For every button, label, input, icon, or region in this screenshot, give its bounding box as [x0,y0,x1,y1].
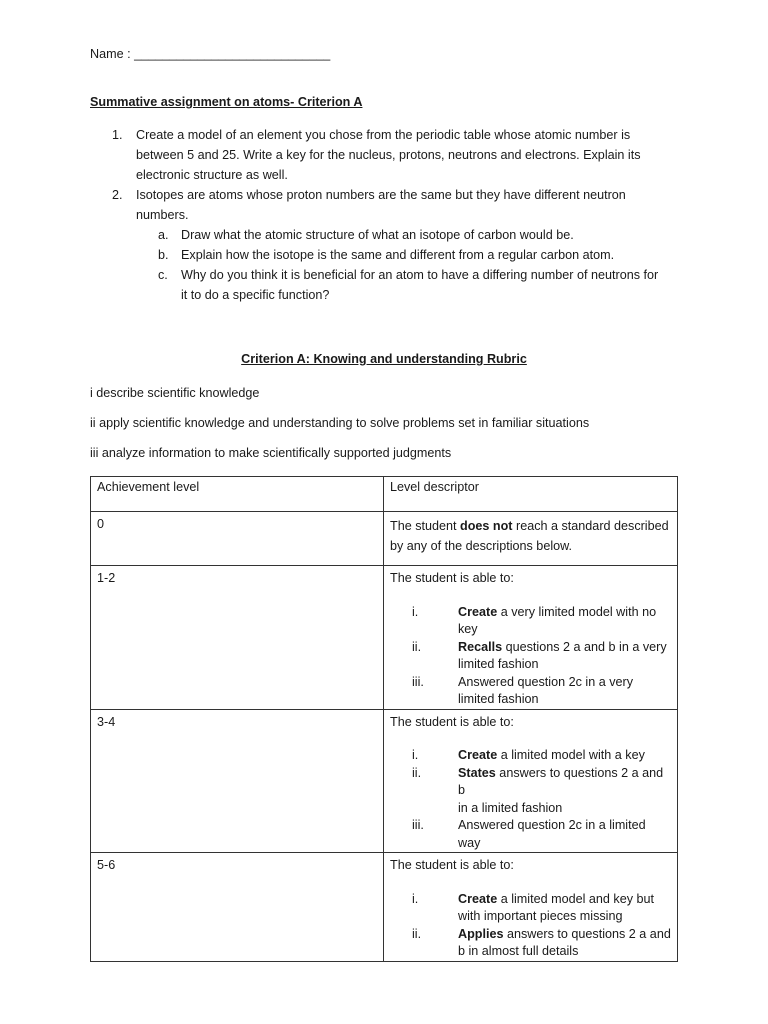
descriptor-line: by any of the descriptions below. [390,539,573,553]
question-line: Isotopes are atoms whose proton numbers are the same but they have different neutron [136,188,626,202]
list-item: ii. Applies answers to questions 2 a and b in almost full details [412,926,671,958]
descriptor-intro: The student is able to: [390,714,514,729]
criterion-item: i describe scientific knowledge [90,386,260,400]
list-item: i. Create a very limited model with no key [412,604,657,636]
question-line: Create a model of an element you chose from the periodic table whose atomic number is [136,128,631,142]
achievement-level-cell: 1-2 [91,566,384,710]
subquestion-letter: a. [158,228,169,242]
question-line: between 5 and 25. Write a key for the nucleus, protons, neutrons and electrons. Explain its [136,148,641,162]
subquestion-letter: c. [158,268,168,282]
rubric-title: Criterion A: Knowing and understanding Rubric [241,352,527,366]
descriptor-intro: The student is able to: [390,858,514,872]
subquestion-line: Draw what the atomic structure of what an isotope of carbon would be. [181,228,574,242]
list-item: ii. Recalls questions 2 a and b in a very limited fashion [412,639,667,671]
header-level-descriptor: Level descriptor [384,477,678,512]
subquestion-line: it to do a specific function? [181,288,330,302]
name-field-label: Name : ____________________________ [90,47,331,61]
table-row [91,566,678,710]
table-row [91,512,678,566]
question-number: 2. [112,188,123,202]
descriptor-list [390,604,671,709]
question-text [136,125,676,185]
descriptor-line: The student does not reach a standard described [390,519,669,533]
subquestion-line: Explain how the isotope is the same and different from a regular carbon atom. [181,248,615,262]
list-item: iii. Answered question 2c in a very limited fashion [412,674,634,706]
question-line: electronic structure as well. [136,168,288,182]
list-item: i. Create a limited model and key but with important pieces missing [412,891,655,923]
question-text [136,185,676,225]
achievement-level-cell: 5-6 [91,853,384,962]
rubric-table [90,476,678,962]
descriptor-list [390,747,671,852]
assignment-title: Summative assignment on atoms- Criterion A [90,95,363,109]
header-achievement-level: Achievement level [91,477,384,512]
subquestion-letter: b. [158,248,169,262]
achievement-level-cell: 0 [91,512,384,566]
question-line: numbers. [136,208,189,222]
table-row [91,709,678,853]
criterion-item: iii analyze information to make scientifically supported judgments [90,446,452,460]
descriptor-intro: The student is able to: [390,571,514,585]
list-item: iii. Answered question 2c in a limited way [412,818,646,850]
descriptor-list [390,891,671,961]
table-header-row [91,477,678,512]
question-number: 1. [112,128,123,142]
list-item: i. Create a limited model with a key [412,748,645,762]
level-descriptor-cell [384,853,678,962]
level-descriptor-cell [384,512,678,566]
level-descriptor-cell [384,566,678,710]
list-item: ii. States answers to questions 2 a and b in a limited fashion [412,765,664,815]
table-row [91,853,678,962]
subquestion-line: Why do you think it is beneficial for an atom to have a differing number of neutrons for [181,268,659,282]
achievement-level-cell: 3-4 [91,709,384,853]
criterion-item: ii apply scientific knowledge and understanding to solve problems set in familiar situations [90,416,590,430]
level-descriptor-cell [384,709,678,853]
